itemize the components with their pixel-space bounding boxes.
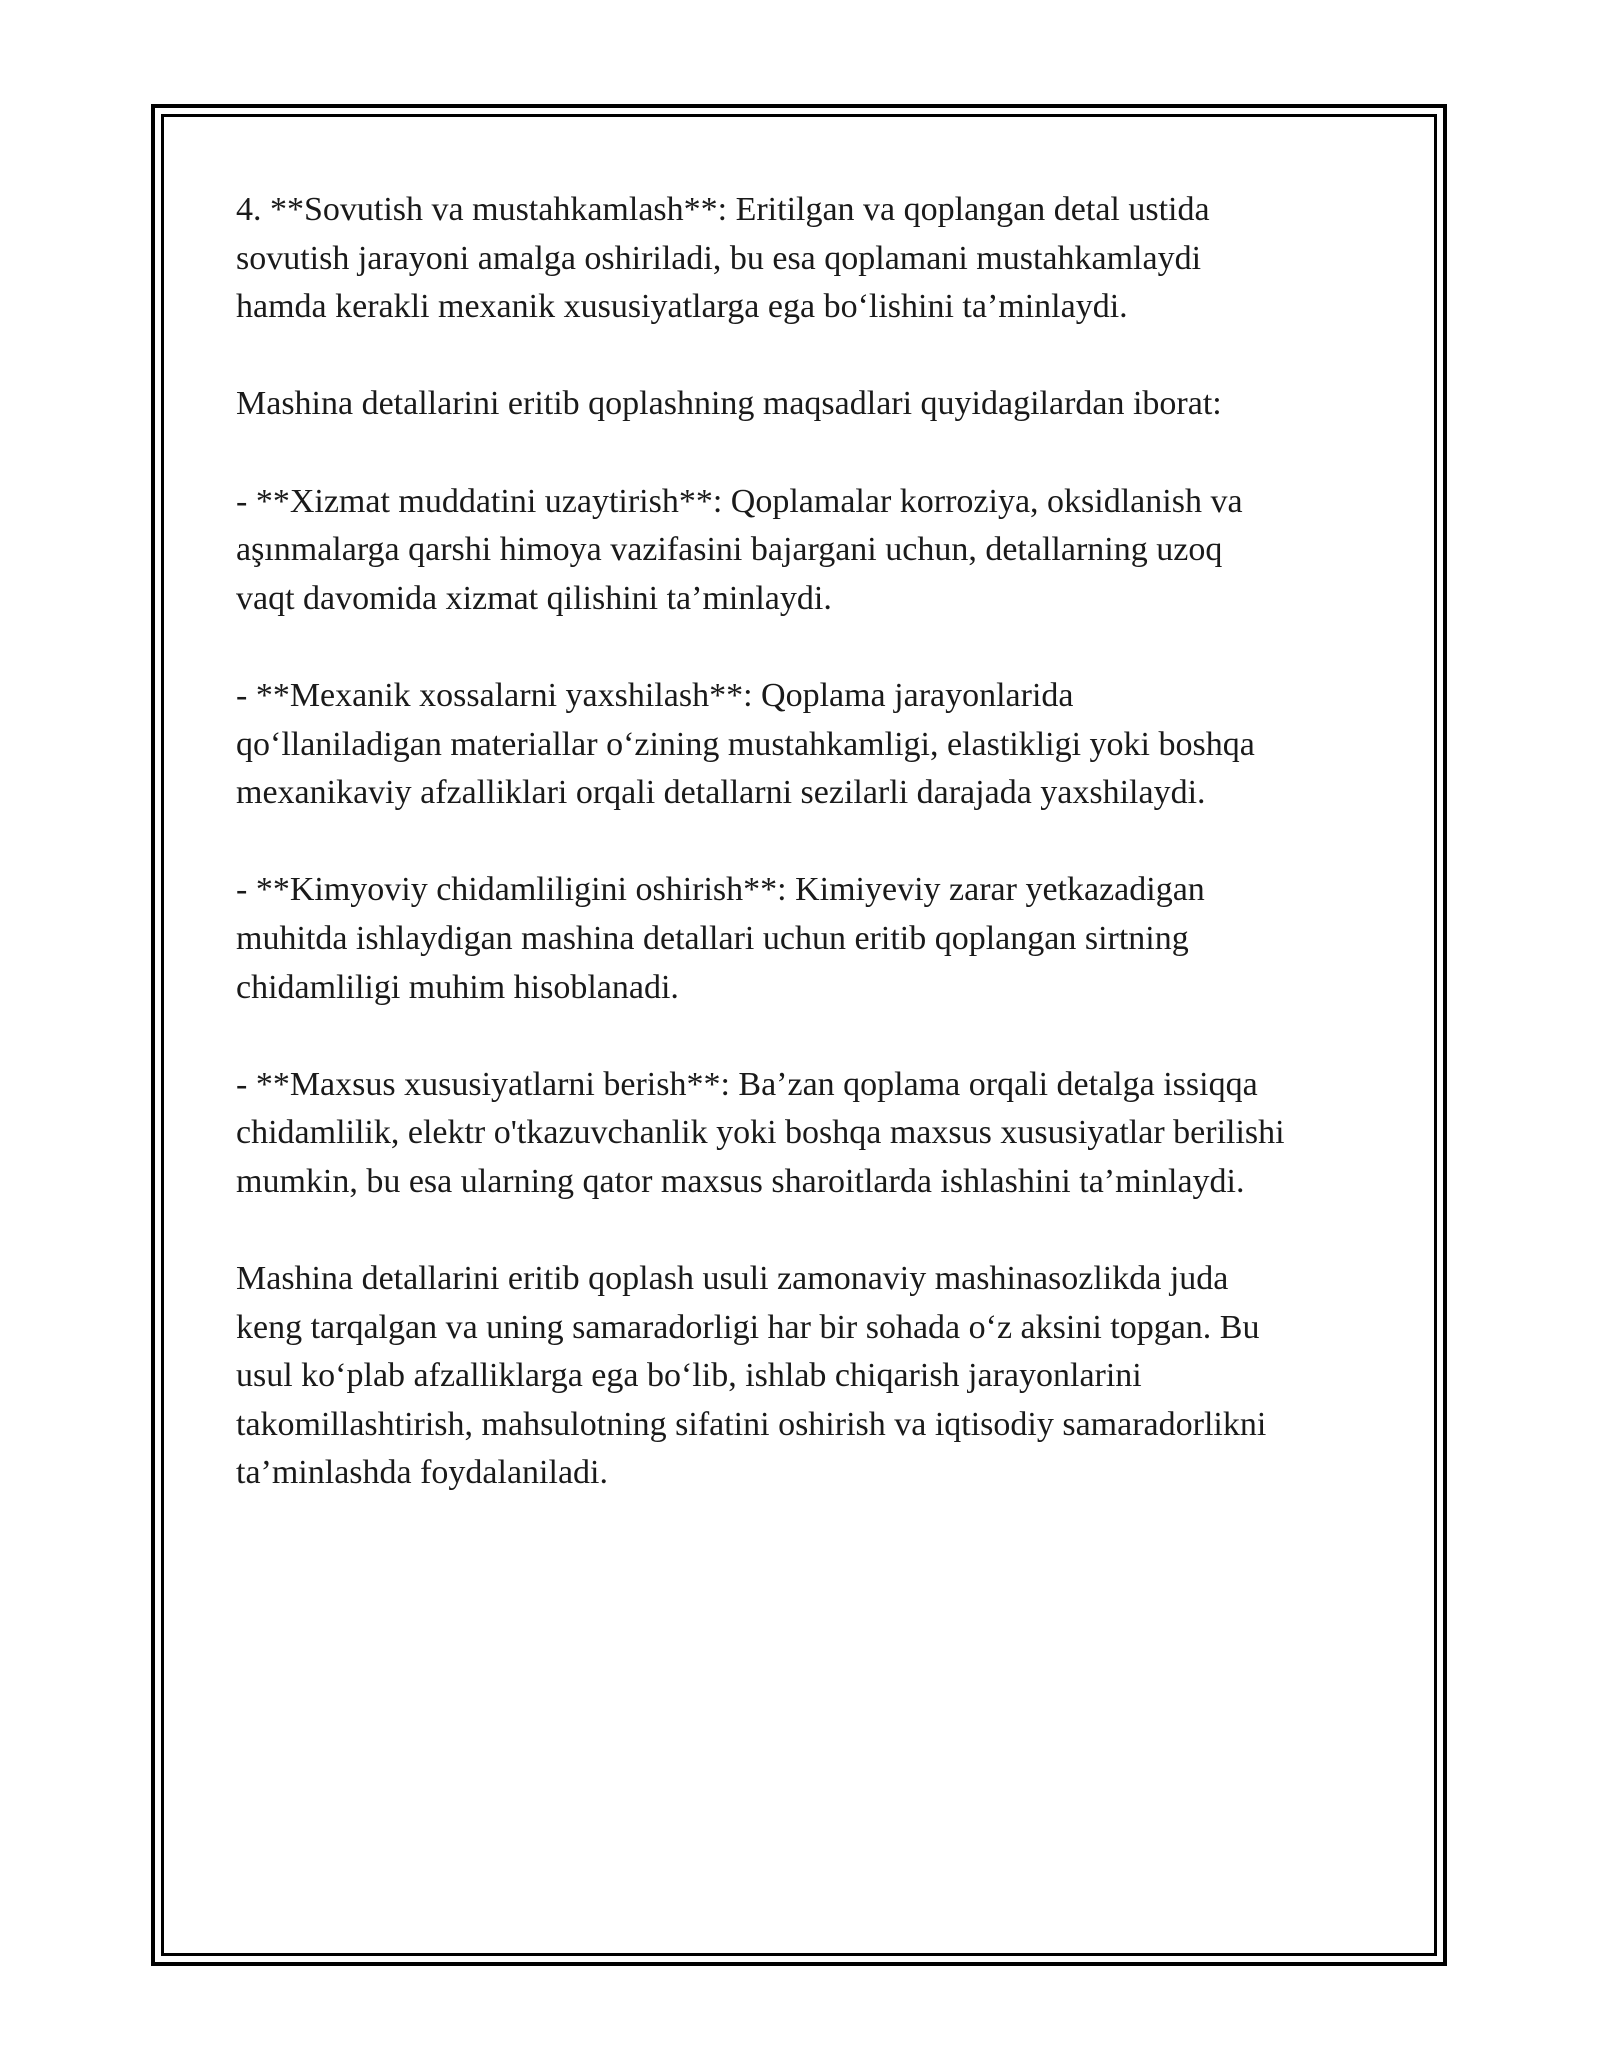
text-line: chidamliligi muhim hisoblanadi. <box>236 968 679 1006</box>
text-line: - **Mexanik xossalarni yaxshilash**: Qoplama jarayonlarida <box>236 676 1074 714</box>
text-line: Mashina detallarini eritib qoplash usuli zamonaviy mashinasozlikda juda <box>236 1260 1229 1298</box>
paragraph-cooling-step <box>236 186 1386 332</box>
text-line: qo‘llaniladigan materiallar o‘zining mustahkamligi, elastikligi yoki boshqa <box>236 725 1255 763</box>
text-line: hamda kerakli mexanik xususiyatlarga ega bo‘lishini ta’minlaydi. <box>236 288 1128 326</box>
text-line: - **Kimyoviy chidamliligini oshirish**: Kimiyeviy zarar yetkazadigan <box>236 871 1205 909</box>
list-item-service-life <box>236 478 1386 624</box>
text-line: sovutish jarayoni amalga oshiriladi, bu esa qoplamani mustahkamlaydi <box>236 239 1202 277</box>
paragraph-goals-intro <box>236 380 1386 429</box>
text-line: ta’minlashda foydalaniladi. <box>236 1454 608 1492</box>
list-item-chemical-resistance <box>236 866 1386 1012</box>
text-line: keng tarqalgan va uning samaradorligi har bir sohada o‘z aksini topgan. Bu <box>236 1308 1260 1346</box>
text-line: muhitda ishlaydigan mashina detallari uchun eritib qoplangan sirtning <box>236 919 1189 957</box>
list-item-mechanical-properties <box>236 672 1386 818</box>
document-body <box>236 186 1386 1547</box>
text-line: usul ko‘plab afzalliklarga ega bo‘lib, ishlab chiqarish jarayonlarini <box>236 1357 1142 1395</box>
text-line: takomillashtirish, mahsulotning sifatini oshirish va iqtisodiy samaradorlikni <box>236 1405 1267 1443</box>
text-line: mumkin, bu esa ularning qator maxsus sharoitlarda ishlashini ta’minlaydi. <box>236 1162 1245 1200</box>
text-line: Mashina detallarini eritib qoplashning maqsadlari quyidagilardan iborat: <box>236 385 1222 423</box>
text-line: 4. **Sovutish va mustahkamlash**: Eritilgan va qoplangan detal ustida <box>236 191 1210 228</box>
paragraph-conclusion <box>236 1255 1386 1498</box>
text-line: - **Maxsus xususiyatlarni berish**: Ba’zan qoplama orqali detalga issiqqa <box>236 1065 1258 1103</box>
text-line: chidamlilik, elektr o'tkazuvchanlik yoki boshqa maxsus xususiyatlar berilishi <box>236 1114 1285 1152</box>
text-line: aşınmalarga qarshi himoya vazifasini bajargani uchun, detallarning uzoq <box>236 531 1223 569</box>
text-line: mexanikaviy afzalliklari orqali detallarni sezilarli darajada yaxshilaydi. <box>236 774 1206 812</box>
list-item-special-properties <box>236 1061 1386 1207</box>
text-line: vaqt davomida xizmat qilishini ta’minlaydi. <box>236 579 832 617</box>
text-line: - **Xizmat muddatini uzaytirish**: Qoplamalar korroziya, oksidlanish va <box>236 482 1243 520</box>
